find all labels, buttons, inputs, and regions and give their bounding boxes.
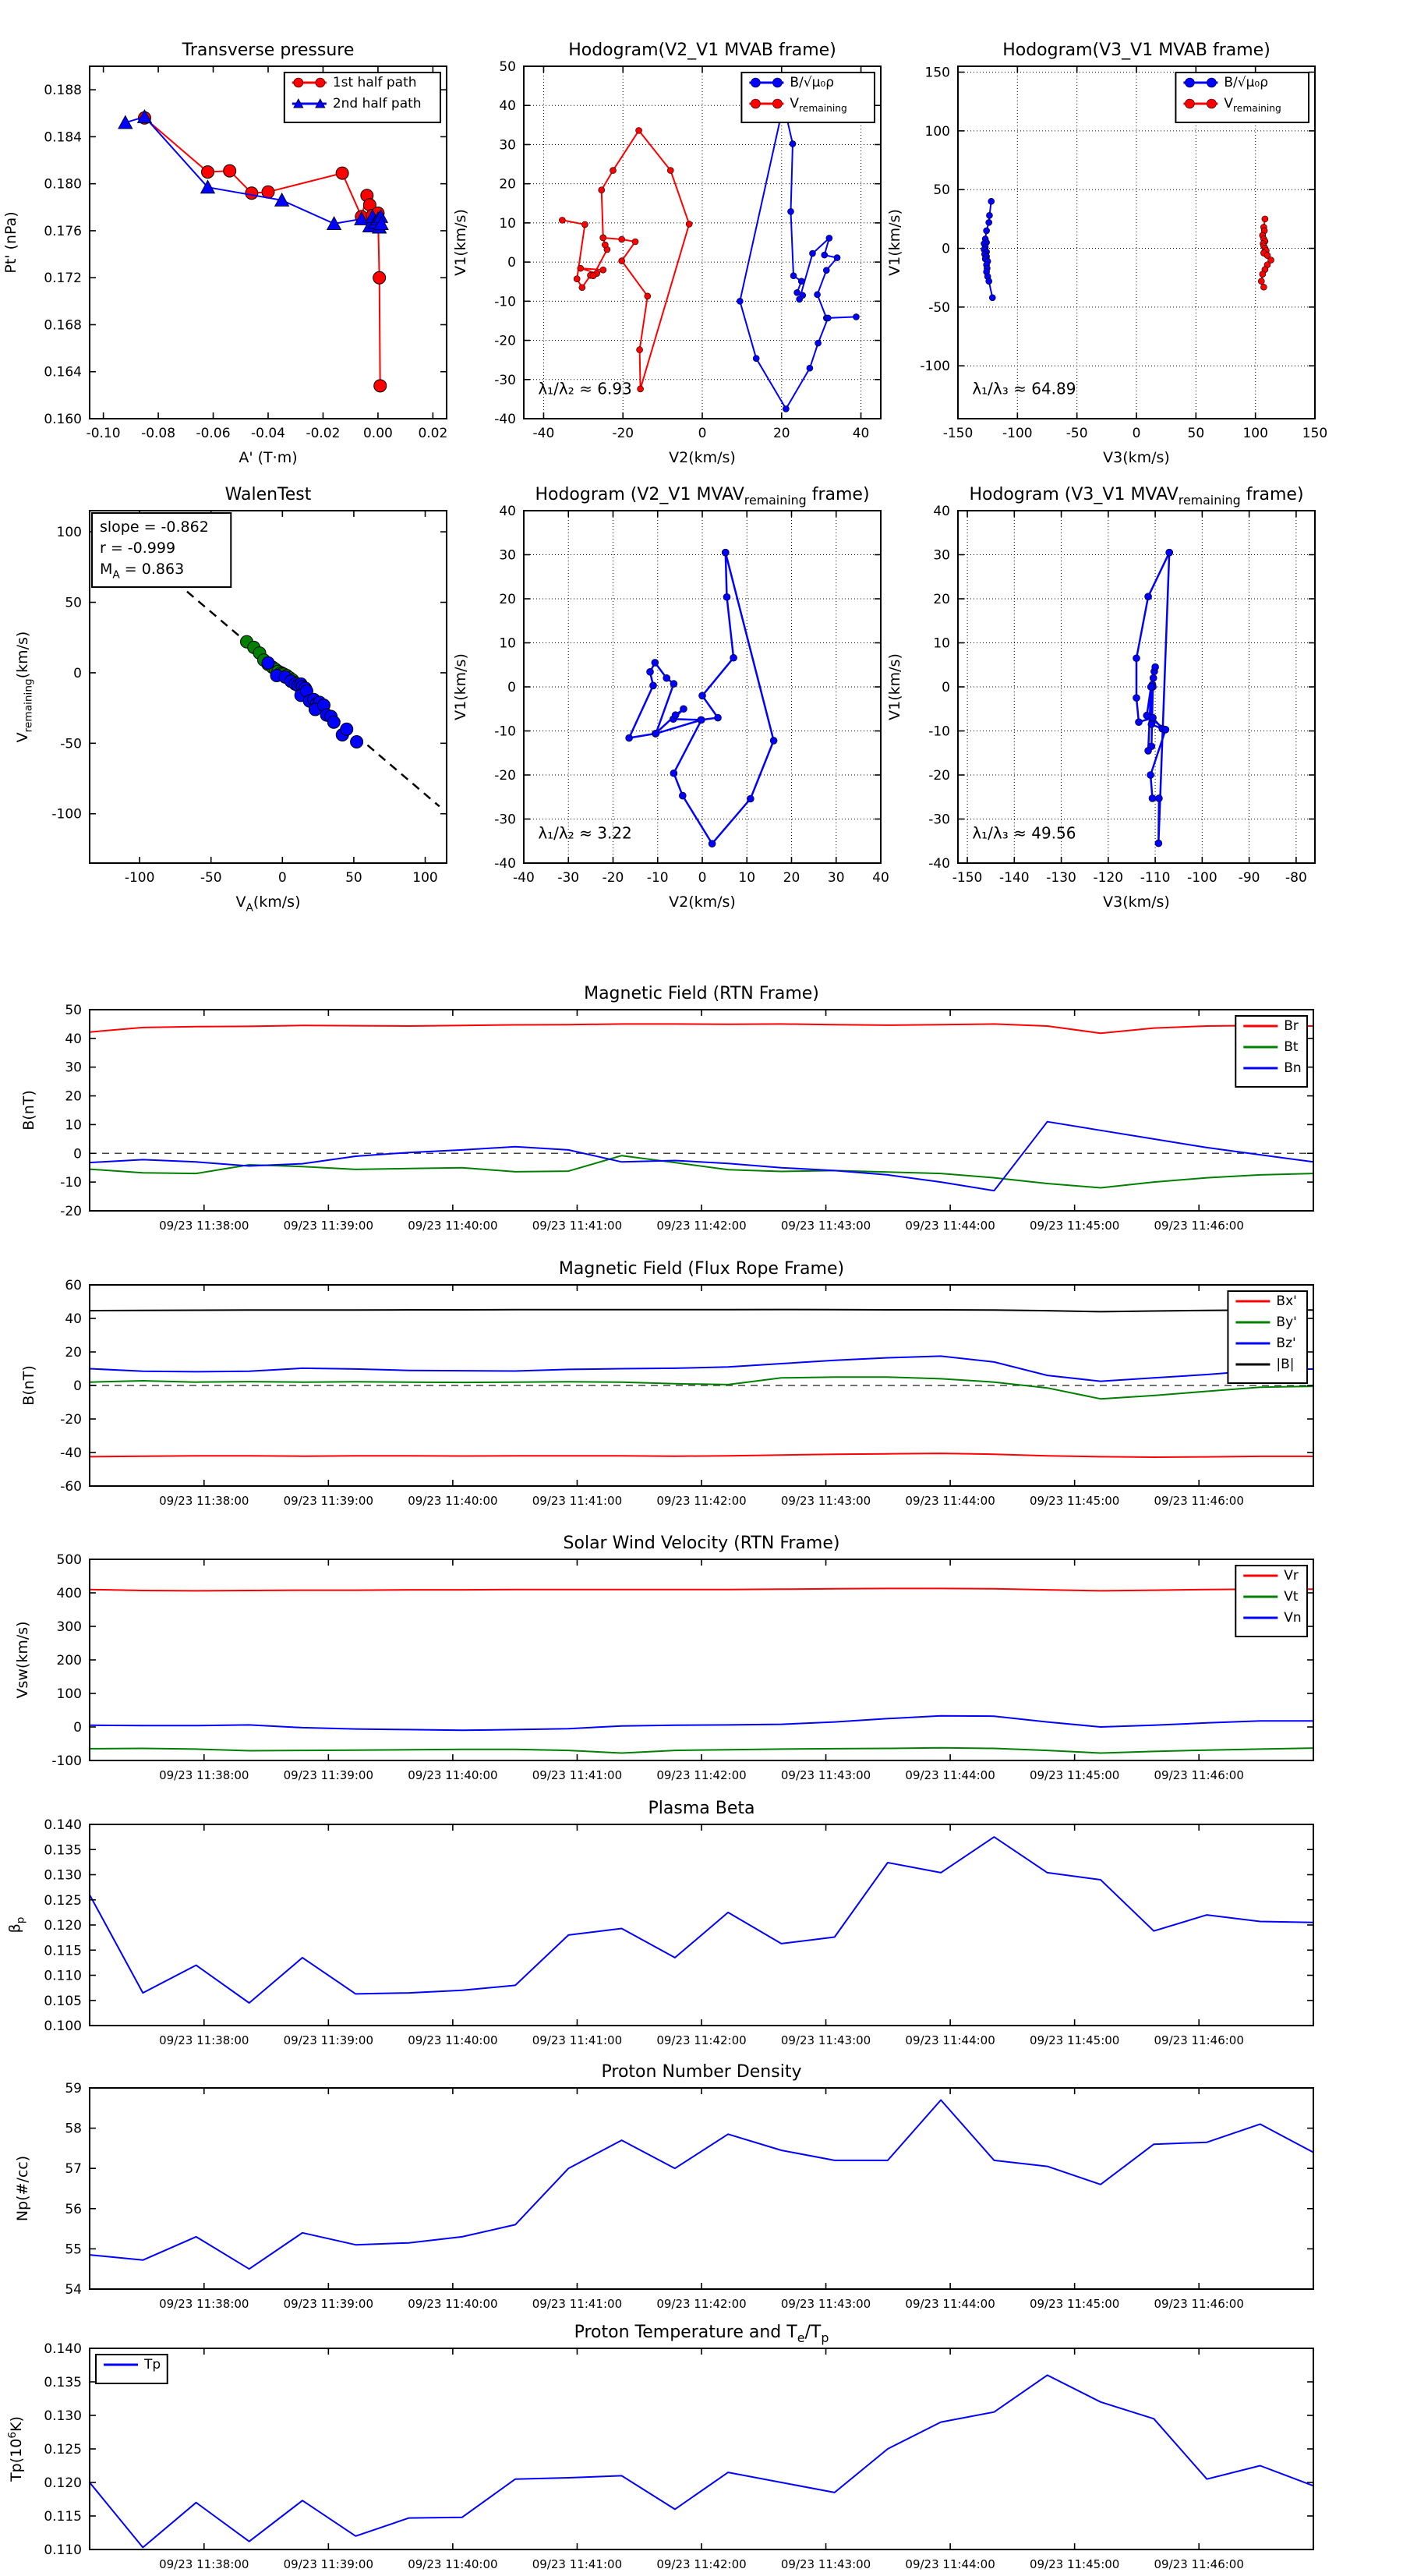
b-fluxrope-legend-label: |B| (1276, 1357, 1295, 1372)
plasma-beta-xtick: 09/23 11:46:00 (1154, 2033, 1244, 2047)
plasma-beta-xtick: 09/23 11:38:00 (159, 2033, 249, 2047)
hodogram-v3v1-mvab-legend-label: $V_{remaining}$ (1224, 96, 1281, 114)
hodogram-v2v1-mvav-xtick: 30 (827, 870, 845, 886)
proton-density-ytick: 55 (65, 2242, 82, 2258)
proton-temperature-ylabel: $Tp(10^6K)$ (5, 2416, 25, 2482)
hodogram-v2v1-mvav-ytick: 20 (499, 592, 516, 607)
transverse-pressure-legend-label: 2nd half path (332, 96, 422, 111)
vsw-rtn-ytick: -100 (51, 1753, 82, 1769)
transverse-pressure-ytick: 0.164 (44, 364, 82, 380)
b-fluxrope-xtick: 09/23 11:42:00 (656, 1494, 747, 1508)
b-fluxrope-xtick: 09/23 11:45:00 (1029, 1494, 1120, 1508)
hodogram-v2v1-mvab-legend-label: B/√μ₀ρ (790, 75, 835, 90)
proton-temperature-ytick: 0.135 (44, 2375, 82, 2390)
b-rtn-xtick: 09/23 11:44:00 (905, 1219, 995, 1233)
hodogram-v3v1-mvav-ytick: 40 (933, 504, 950, 519)
vsw-rtn-legend-label: Vt (1284, 1589, 1299, 1605)
b-rtn-ytick: 10 (65, 1117, 82, 1134)
proton-temperature-xtick: 09/23 11:39:00 (283, 2557, 374, 2571)
transverse-pressure-xlabel: A' (T·m) (239, 449, 298, 466)
walen-test-ytick: -100 (51, 806, 82, 823)
proton-temperature-ytick: 0.140 (44, 2341, 82, 2357)
chart-vsw-rtn (14, 1534, 1313, 1782)
walen-test-ytick: 0 (73, 665, 82, 681)
vsw-rtn-ytick: 400 (56, 1586, 82, 1601)
hodogram-v2v1-mvab-series (559, 101, 859, 412)
hodogram-v3v1-mvab-xtick: -150 (942, 426, 974, 441)
proton-density-xtick: 09/23 11:43:00 (780, 2297, 871, 2311)
hodogram-v3v1-mvab-xtick: -50 (1066, 426, 1088, 441)
proton-temperature-xtick: 09/23 11:40:00 (408, 2557, 498, 2571)
plasma-beta-xtick: 09/23 11:43:00 (780, 2033, 871, 2047)
hodogram-v3v1-mvav-ytick: 20 (933, 592, 950, 607)
transverse-pressure-ytick: 0.160 (44, 412, 82, 427)
hodogram-v2v1-mvav-xtick: -20 (602, 870, 624, 886)
b-fluxrope-ytick: -40 (60, 1445, 82, 1461)
b-fluxrope-xtick: 09/23 11:44:00 (905, 1494, 995, 1508)
hodogram-v3v1-mvab-xtick: 150 (1302, 426, 1328, 441)
chart-hodogram-v2v1-mvav (452, 485, 889, 911)
plasma-beta-ylabel: $\beta_p$ (6, 1916, 27, 1934)
hodogram-v2v1-mvav-ytick: 10 (499, 635, 516, 652)
hodogram-v3v1-mvav-ytick: 30 (933, 547, 950, 564)
walen-test-xlabel: $V_A(km/s)$ (235, 893, 301, 915)
chart-proton-temperature (6, 2323, 1313, 2571)
hodogram-v3v1-mvav-xtick: -90 (1238, 870, 1260, 886)
transverse-pressure-ytick: 0.168 (44, 317, 82, 334)
plasma-beta-ytick: 0.105 (44, 1993, 82, 2009)
hodogram-v2v1-mvav-xtick: 20 (783, 870, 800, 886)
plasma-beta-ytick: 0.125 (44, 1892, 82, 1909)
b-rtn-legend-label: Bt (1284, 1039, 1299, 1055)
proton-density-xtick: 09/23 11:44:00 (905, 2297, 995, 2311)
hodogram-v2v1-mvav-ytick: -30 (494, 812, 516, 828)
vsw-rtn-xtick: 09/23 11:41:00 (532, 1768, 623, 1782)
b-fluxrope-legend-label: Bx' (1276, 1293, 1297, 1309)
hodogram-v3v1-mvab-ytick: 150 (924, 65, 950, 81)
hodogram-v3v1-mvab-ytick: 100 (924, 123, 950, 140)
hodogram-v3v1-mvab-xtick: -100 (1002, 426, 1033, 441)
hodogram-v3v1-mvab-ytick: 0 (942, 241, 950, 257)
hodogram-v3v1-mvav-xtick: -140 (999, 870, 1030, 886)
hodogram-v2v1-mvav-xtick: 0 (698, 870, 707, 886)
b-rtn-ytick: 40 (65, 1031, 82, 1047)
hodogram-v3v1-mvab-ylabel: V1(km/s) (886, 209, 903, 276)
walen-test-xtick: 0 (277, 870, 287, 886)
transverse-pressure-legend (284, 73, 440, 122)
proton-density-xtick: 09/23 11:38:00 (159, 2297, 249, 2311)
proton-temperature-title: Proton Temperature and $T_e/T_p$ (574, 2323, 829, 2346)
vsw-rtn-legend-label: Vr (1284, 1568, 1299, 1583)
b-fluxrope-title: Magnetic Field (Flux Rope Frame) (558, 1259, 845, 1279)
b-fluxrope-ytick: -60 (60, 1479, 82, 1495)
hodogram-v2v1-mvab-ylabel: V1(km/s) (452, 209, 469, 276)
plasma-beta-xtick: 09/23 11:44:00 (905, 2033, 995, 2047)
hodogram-v2v1-mvab-legend-label: $V_{remaining}$ (790, 96, 847, 114)
vsw-rtn-xtick: 09/23 11:40:00 (408, 1768, 498, 1782)
plasma-beta-ytick: 0.130 (44, 1867, 82, 1884)
chart-hodogram-v2v1-mvab (452, 41, 881, 466)
hodogram-v3v1-mvav-ytick: -40 (928, 856, 950, 872)
vsw-rtn-xtick: 09/23 11:42:00 (656, 1768, 747, 1782)
transverse-pressure-ylabel: Pt' (nPa) (2, 211, 19, 274)
proton-temperature-ytick: 0.120 (44, 2475, 82, 2491)
hodogram-v2v1-mvab-xtick: 20 (772, 426, 790, 441)
vsw-rtn-xtick: 09/23 11:43:00 (780, 1768, 871, 1782)
chart-hodogram-v3v1-mvav (886, 485, 1315, 911)
chart-transverse-pressure (2, 41, 447, 466)
proton-density-ytick: 54 (65, 2282, 82, 2298)
proton-temperature-ytick: 0.110 (44, 2542, 82, 2558)
proton-temperature-series (90, 2375, 1313, 2547)
chart-hodogram-v3v1-mvab (886, 41, 1327, 466)
hodogram-v3v1-mvab-legend (1175, 73, 1309, 122)
proton-density-series (90, 2100, 1313, 2270)
hodogram-v3v1-mvav-ylabel: V1(km/s) (886, 653, 903, 720)
b-rtn-ytick: 0 (73, 1146, 82, 1162)
plasma-beta-xtick: 09/23 11:42:00 (656, 2033, 747, 2047)
transverse-pressure-ytick: 0.172 (44, 271, 82, 287)
hodogram-v3v1-mvab-title: Hodogram(V3_V1 MVAB frame) (1002, 41, 1270, 60)
b-fluxrope-xtick: 09/23 11:43:00 (780, 1494, 871, 1508)
hodogram-v2v1-mvav-xtick: -40 (513, 870, 535, 886)
b-fluxrope-ytick: 40 (65, 1311, 82, 1327)
proton-density-xtick: 09/23 11:41:00 (532, 2297, 623, 2311)
transverse-pressure-ytick: 0.184 (44, 129, 82, 146)
hodogram-v3v1-mvab-ytick: -100 (920, 359, 950, 375)
transverse-pressure-title: Transverse pressure (182, 41, 355, 60)
vsw-rtn-series (90, 1588, 1313, 1753)
proton-temperature-xtick: 09/23 11:41:00 (532, 2557, 623, 2571)
proton-density-xtick: 09/23 11:46:00 (1154, 2297, 1244, 2311)
vsw-rtn-ylabel: Vsw(km/s) (14, 1621, 31, 1699)
b-fluxrope-xtick: 09/23 11:38:00 (159, 1494, 249, 1508)
hodogram-v2v1-mvav-title: Hodogram (V2_V1 $MVAV_{remaining}$ frame) (535, 485, 870, 508)
b-rtn-ytick: 50 (65, 1003, 82, 1018)
plasma-beta-xtick: 09/23 11:45:00 (1029, 2033, 1120, 2047)
chart-b-fluxrope (20, 1259, 1313, 1508)
plasma-beta-ytick: 0.140 (44, 1817, 82, 1833)
hodogram-v3v1-mvav-xtick: -130 (1046, 870, 1076, 886)
proton-temperature-xtick: 09/23 11:44:00 (905, 2557, 995, 2571)
plasma-beta-ytick: 0.100 (44, 2019, 82, 2034)
vsw-rtn-title: Solar Wind Velocity (RTN Frame) (563, 1534, 840, 1553)
hodogram-v2v1-mvab-xtick: 40 (852, 426, 870, 441)
b-fluxrope-xtick: 09/23 11:39:00 (283, 1494, 374, 1508)
plasma-beta-ytick: 0.135 (44, 1842, 82, 1859)
proton-temperature-xtick: 09/23 11:46:00 (1154, 2557, 1244, 2571)
hodogram-v2v1-mvab-annotation: λ₁/λ₂ ≈ 6.93 (538, 379, 632, 398)
hodogram-v2v1-mvab-ytick: -10 (494, 294, 516, 310)
hodogram-v2v1-mvab-ytick: 40 (499, 98, 516, 115)
vsw-rtn-legend-label: Vn (1284, 1610, 1302, 1626)
plasma-beta-series (90, 1837, 1313, 2003)
hodogram-v2v1-mvav-ylabel: V1(km/s) (452, 653, 469, 720)
b-rtn-ytick: -10 (60, 1175, 82, 1191)
walen-test-stat: slope = -0.862 (100, 518, 209, 536)
hodogram-v3v1-mvav-ytick: 0 (942, 680, 950, 695)
b-rtn-ytick: 20 (65, 1088, 82, 1105)
hodogram-v2v1-mvab-ytick: 20 (499, 176, 516, 193)
b-rtn-xtick: 09/23 11:40:00 (408, 1219, 498, 1233)
hodogram-v3v1-mvav-xtick: -120 (1093, 870, 1124, 886)
hodogram-v2v1-mvab-ytick: -40 (494, 412, 516, 427)
transverse-pressure-series (118, 110, 388, 392)
walen-test-xtick: 100 (412, 870, 438, 886)
walen-test-xtick: -50 (200, 870, 222, 886)
vsw-rtn-xtick: 09/23 11:45:00 (1029, 1768, 1120, 1782)
vsw-rtn-ytick: 100 (56, 1686, 82, 1702)
walen-test-xtick: -100 (124, 870, 155, 886)
proton-temperature-legend (96, 2355, 168, 2383)
hodogram-v2v1-mvab-ytick: 30 (499, 137, 516, 154)
proton-temperature-legend-label: Tp (144, 2357, 161, 2373)
hodogram-v3v1-mvav-xtick: -80 (1285, 870, 1307, 886)
chart-plasma-beta (6, 1799, 1313, 2047)
proton-temperature-xtick: 09/23 11:42:00 (656, 2557, 747, 2571)
b-rtn-xtick: 09/23 11:42:00 (656, 1219, 747, 1233)
hodogram-v3v1-mvab-legend-label: B/√μ₀ρ (1224, 75, 1269, 90)
hodogram-v2v1-mvav-xtick: 10 (738, 870, 756, 886)
hodogram-v3v1-mvav-ytick: -10 (928, 724, 950, 740)
transverse-pressure-xtick: -0.10 (86, 426, 121, 441)
hodogram-v3v1-mvav-ytick: -20 (928, 768, 950, 784)
walen-test-ylabel: $V_{remaining}(km/s)$ (14, 631, 35, 743)
b-rtn-xtick: 09/23 11:41:00 (532, 1219, 623, 1233)
b-rtn-xtick: 09/23 11:46:00 (1154, 1219, 1244, 1233)
b-rtn-legend (1235, 1016, 1307, 1087)
hodogram-v2v1-mvav-ytick: 30 (499, 547, 516, 564)
plasma-beta-title: Plasma Beta (648, 1799, 755, 1818)
proton-density-xtick: 09/23 11:42:00 (656, 2297, 747, 2311)
vsw-rtn-ytick: 200 (56, 1653, 82, 1668)
hodogram-v3v1-mvab-annotation: λ₁/λ₃ ≈ 64.89 (972, 379, 1076, 398)
proton-temperature-xtick: 09/23 11:38:00 (159, 2557, 249, 2571)
proton-temperature-ytick: 0.115 (44, 2509, 82, 2525)
b-rtn-ytick: 30 (65, 1060, 82, 1076)
hodogram-v3v1-mvab-series (981, 198, 1274, 301)
b-fluxrope-legend-label: Bz' (1276, 1336, 1296, 1351)
transverse-pressure-xtick: -0.02 (306, 426, 341, 441)
b-fluxrope-ytick: 60 (65, 1278, 82, 1293)
hodogram-v2v1-mvav-xtick: 40 (872, 870, 889, 886)
walen-test-title: WalenTest (224, 485, 312, 504)
proton-density-xtick: 09/23 11:39:00 (283, 2297, 374, 2311)
walen-test-ytick: 100 (56, 525, 82, 541)
vsw-rtn-ytick: 0 (73, 1720, 82, 1736)
transverse-pressure-xtick: -0.04 (251, 426, 285, 441)
b-rtn-xtick: 09/23 11:45:00 (1029, 1219, 1120, 1233)
hodogram-v2v1-mvab-xtick: -40 (532, 426, 555, 441)
hodogram-v2v1-mvav-xtick: -30 (557, 870, 580, 886)
hodogram-v3v1-mvab-ytick: 50 (933, 182, 950, 199)
plasma-beta-xtick: 09/23 11:41:00 (532, 2033, 623, 2047)
b-fluxrope-xtick: 09/23 11:41:00 (532, 1494, 623, 1508)
hodogram-v3v1-mvav-series (1133, 549, 1173, 847)
chart-walen-test (14, 485, 447, 914)
proton-density-ytick: 56 (65, 2201, 82, 2217)
walen-test-stat: $M_A = 0.863$ (100, 561, 185, 582)
hodogram-v3v1-mvav-title: Hodogram (V3_V1 $MVAV_{remaining}$ frame) (969, 485, 1304, 508)
hodogram-v2v1-mvab-ytick: 10 (499, 215, 516, 232)
hodogram-v2v1-mvav-ytick: 0 (507, 680, 516, 695)
hodogram-v3v1-mvab-xtick: 100 (1242, 426, 1268, 441)
b-rtn-legend-label: Bn (1284, 1060, 1302, 1076)
hodogram-v2v1-mvab-xtick: -20 (612, 426, 634, 441)
transverse-pressure-xtick: -0.06 (196, 426, 231, 441)
vsw-rtn-xtick: 09/23 11:44:00 (905, 1768, 995, 1782)
b-rtn-xtick: 09/23 11:38:00 (159, 1219, 249, 1233)
proton-density-ylabel: Np(#/cc) (14, 2155, 31, 2222)
b-fluxrope-ytick: 0 (73, 1378, 82, 1394)
hodogram-v2v1-mvab-legend (741, 73, 875, 122)
hodogram-v3v1-mvav-ytick: 10 (933, 635, 950, 652)
vsw-rtn-xtick: 09/23 11:39:00 (283, 1768, 374, 1782)
vsw-rtn-xtick: 09/23 11:46:00 (1154, 1768, 1244, 1782)
proton-temperature-ytick: 0.130 (44, 2408, 82, 2424)
hodogram-v3v1-mvab-xtick: 0 (1132, 426, 1141, 441)
hodogram-v3v1-mvab-xlabel: V3(km/s) (1103, 449, 1170, 466)
hodogram-v2v1-mvav-ytick: -20 (494, 768, 516, 784)
walen-test-xtick: 50 (345, 870, 362, 886)
hodogram-v2v1-mvab-ytick: 0 (507, 255, 516, 271)
b-rtn-title: Magnetic Field (RTN Frame) (584, 984, 819, 1003)
proton-temperature-xtick: 09/23 11:43:00 (780, 2557, 871, 2571)
b-rtn-xtick: 09/23 11:43:00 (780, 1219, 871, 1233)
plasma-beta-xtick: 09/23 11:40:00 (408, 2033, 498, 2047)
plasma-beta-xtick: 09/23 11:39:00 (283, 2033, 374, 2047)
walen-test-ytick: -50 (60, 736, 82, 752)
proton-density-xtick: 09/23 11:45:00 (1029, 2297, 1120, 2311)
proton-density-title: Proton Number Density (601, 2062, 802, 2082)
walen-test-ytick: 50 (65, 595, 82, 611)
b-rtn-xtick: 09/23 11:39:00 (283, 1219, 374, 1233)
hodogram-v2v1-mvab-xlabel: V2(km/s) (669, 449, 736, 466)
hodogram-v3v1-mvav-xlabel: V3(km/s) (1103, 893, 1170, 911)
chart-b-rtn (20, 984, 1313, 1233)
transverse-pressure-ytick: 0.180 (44, 176, 82, 193)
hodogram-v3v1-mvav-annotation: λ₁/λ₃ ≈ 49.56 (972, 823, 1076, 843)
hodogram-v2v1-mvav-series (626, 549, 777, 847)
hodogram-v3v1-mvab-xtick: 50 (1187, 426, 1205, 441)
walen-test-stat: r = -0.999 (100, 540, 176, 557)
proton-density-ytick: 58 (65, 2121, 82, 2137)
hodogram-v2v1-mvab-title: Hodogram(V2_V1 MVAB frame) (568, 41, 836, 60)
transverse-pressure-ytick: 0.188 (44, 83, 82, 99)
b-fluxrope-ytick: 20 (65, 1345, 82, 1361)
b-rtn-ytick: -20 (60, 1204, 82, 1219)
hodogram-v3v1-mvab-ytick: -50 (928, 299, 950, 316)
hodogram-v2v1-mvav-xtick: -10 (646, 870, 669, 886)
vsw-rtn-legend (1235, 1566, 1307, 1637)
plasma-beta-ytick: 0.120 (44, 1918, 82, 1934)
b-rtn-ylabel: B(nT) (20, 1090, 37, 1131)
transverse-pressure-ytick: 0.176 (44, 223, 82, 239)
hodogram-v3v1-mvav-xtick: -150 (952, 870, 983, 886)
proton-temperature-xtick: 09/23 11:45:00 (1029, 2557, 1120, 2571)
b-fluxrope-xtick: 09/23 11:46:00 (1154, 1494, 1244, 1508)
transverse-pressure-xtick: 0.02 (418, 426, 448, 441)
plasma-beta-ytick: 0.115 (44, 1943, 82, 1959)
chart-proton-density (14, 2062, 1313, 2311)
b-fluxrope-ytick: -20 (60, 1412, 82, 1428)
hodogram-v3v1-mvav-ytick: -30 (928, 812, 950, 828)
plasma-beta-ytick: 0.110 (44, 1968, 82, 1984)
hodogram-v2v1-mvab-ytick: -20 (494, 333, 516, 349)
hodogram-v3v1-mvav-xtick: -100 (1187, 870, 1217, 886)
proton-density-ytick: 59 (65, 2081, 82, 2097)
b-rtn-legend-label: Br (1284, 1018, 1299, 1034)
transverse-pressure-xtick: 0.00 (362, 426, 393, 441)
vsw-rtn-xtick: 09/23 11:38:00 (159, 1768, 249, 1782)
transverse-pressure-legend-label: 1st half path (332, 75, 417, 90)
vsw-rtn-ytick: 300 (56, 1619, 82, 1635)
hodogram-v3v1-mvav-xtick: -110 (1140, 870, 1171, 886)
hodogram-v2v1-mvab-xtick: 0 (698, 426, 707, 441)
vsw-rtn-ytick: 500 (56, 1552, 82, 1568)
b-fluxrope-xtick: 09/23 11:40:00 (408, 1494, 498, 1508)
hodogram-v2v1-mvav-ytick: -10 (494, 724, 516, 740)
hodogram-v2v1-mvab-ytick: -30 (494, 372, 516, 388)
b-fluxrope-series (90, 1310, 1313, 1457)
b-fluxrope-legend-label: By' (1276, 1315, 1297, 1330)
b-rtn-series (90, 1024, 1313, 1191)
transverse-pressure-xtick: -0.08 (141, 426, 176, 441)
hodogram-v2v1-mvav-annotation: λ₁/λ₂ ≈ 3.22 (538, 823, 632, 843)
hodogram-v2v1-mvav-xlabel: V2(km/s) (669, 893, 736, 911)
proton-density-xtick: 09/23 11:40:00 (408, 2297, 498, 2311)
hodogram-v2v1-mvav-ytick: -40 (494, 856, 516, 872)
b-fluxrope-legend (1228, 1291, 1307, 1383)
hodogram-v2v1-mvab-ytick: 50 (499, 59, 516, 75)
proton-density-ytick: 57 (65, 2161, 82, 2178)
b-fluxrope-ylabel: B(nT) (20, 1365, 37, 1406)
proton-temperature-ytick: 0.125 (44, 2442, 82, 2457)
hodogram-v2v1-mvav-ytick: 40 (499, 504, 516, 519)
